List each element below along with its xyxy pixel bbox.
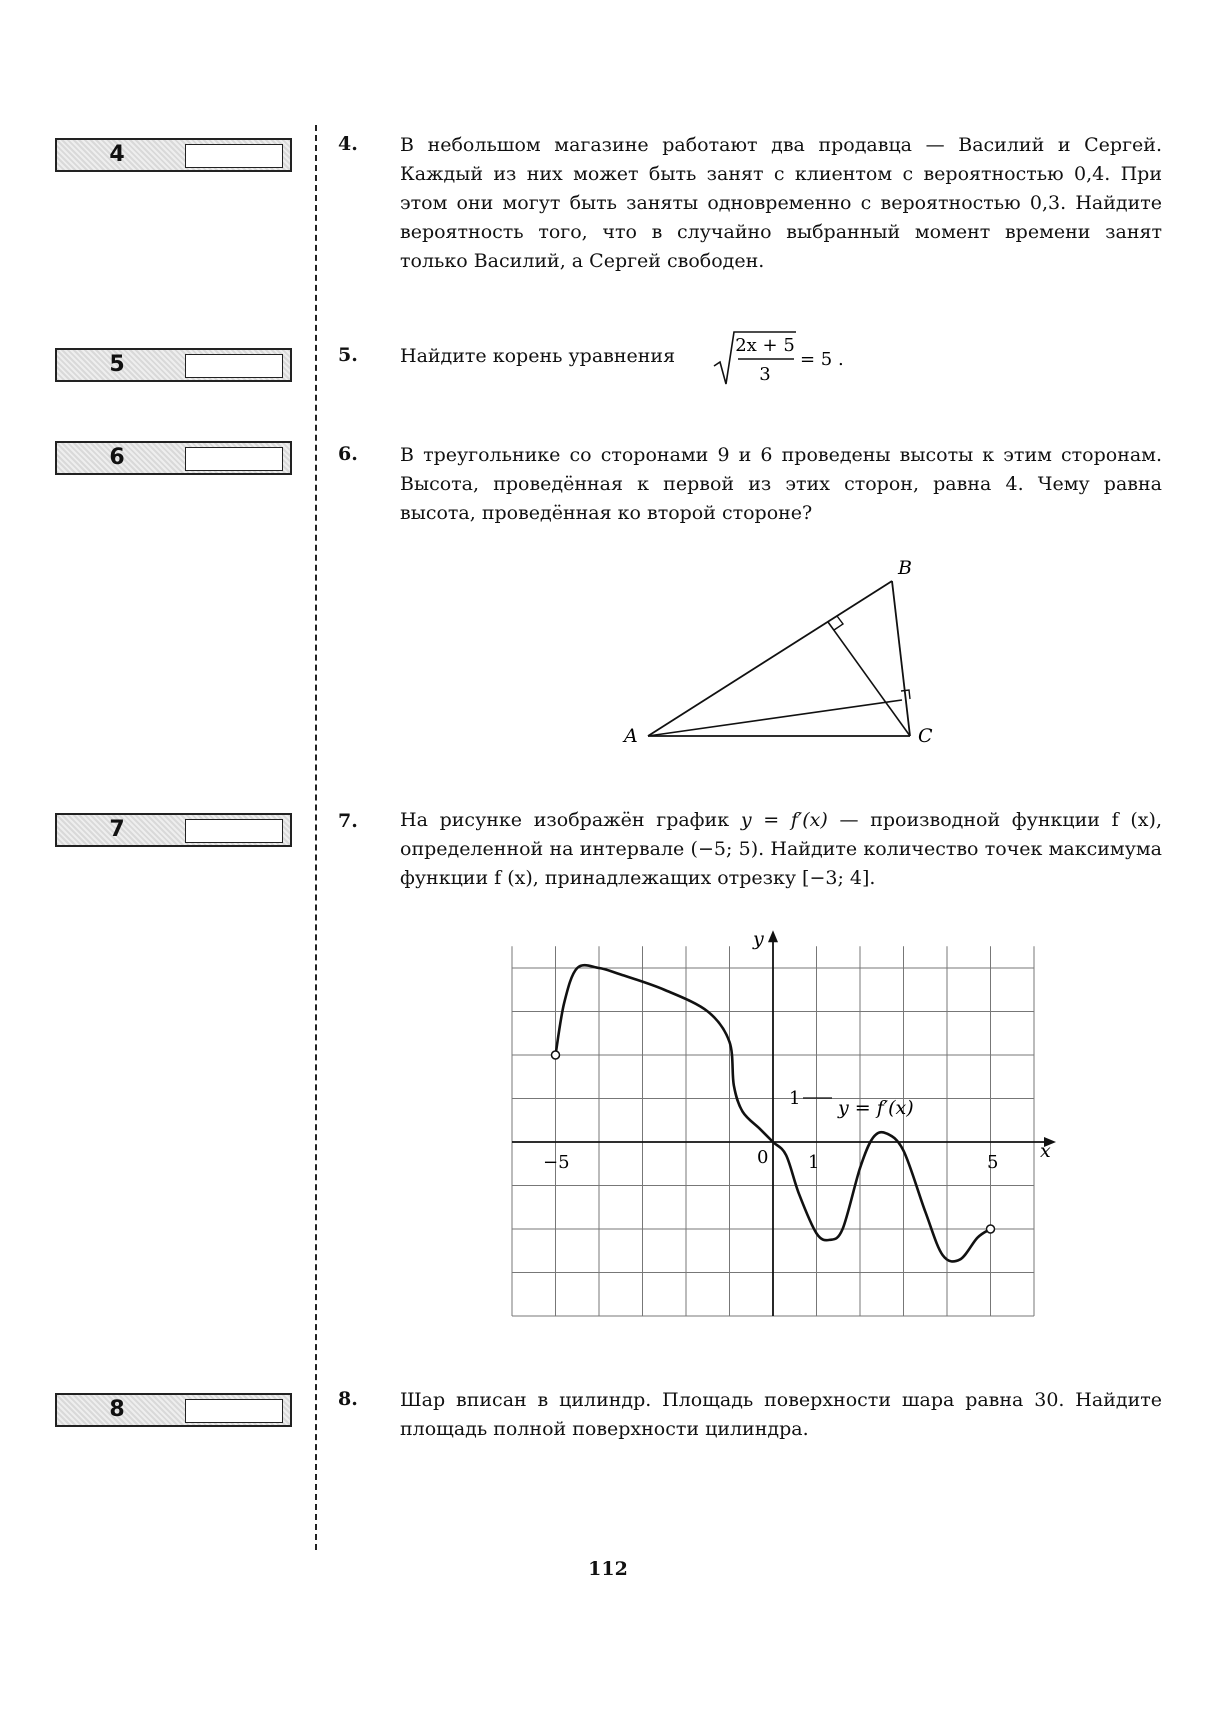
cut-line <box>315 125 317 1550</box>
answer-box-5 <box>55 348 292 382</box>
vertex-label-b: B <box>898 557 912 579</box>
formula-denominator: 3 <box>759 364 771 385</box>
derivative-graph <box>505 930 1065 1330</box>
answer-field[interactable] <box>185 819 283 843</box>
task-7-number: 7. <box>338 810 358 832</box>
task-5-formula <box>710 326 850 388</box>
task-8-body: Шар вписан в цилиндр. Площадь поверхности шара равна 30. Найдите площадь полной поверхности цилиндра. <box>400 1389 1162 1440</box>
task-7-text <box>400 806 1162 893</box>
axis-label-x: x <box>1040 1140 1051 1162</box>
y-axis-arrow <box>768 930 778 942</box>
answer-field[interactable] <box>185 354 283 378</box>
vertex-label-c: C <box>918 725 933 747</box>
formula-rhs: = 5 . <box>800 349 844 370</box>
task-4-number: 4. <box>338 133 358 155</box>
task-4-body: В небольшом магазине работают два продавца — Василий и Сергей. Каждый из них может быть занят с клиентом с вероятностью 0,4. При этом они могут быть заняты одновременно с вероятностью 0,3. Найдите вероятность того, что в случайно выбранный момент времени занят только Василий, а Сергей свободен. <box>400 134 1162 272</box>
task-5-number: 5. <box>338 344 358 366</box>
answer-field[interactable] <box>185 1399 283 1423</box>
tick-label-5: 5 <box>987 1152 999 1173</box>
tick-label-origin: 0 <box>757 1147 769 1168</box>
graph-axes <box>512 930 1056 1316</box>
task-6-number: 6. <box>338 443 358 465</box>
triangle-figure <box>612 552 942 752</box>
answer-box-number: 4 <box>109 142 125 167</box>
vertex-label-a: A <box>624 725 638 747</box>
task-8-number: 8. <box>338 1388 358 1410</box>
tick-label-y-1: 1 <box>789 1088 801 1109</box>
task-6-text <box>400 441 1162 528</box>
task-7-formula: y = f′(x) <box>740 809 828 831</box>
task-7-paragraph <box>400 806 1162 893</box>
answer-box-number: 5 <box>109 352 125 377</box>
answer-field[interactable] <box>185 447 283 471</box>
task-7-text-after: — производной функции f (x), определенной на интервале (−5; 5). Найдите количество точек максимума функции f (x), принадлежащих отрезку [−3; 4]. <box>400 809 1162 889</box>
formula-numerator: 2x + 5 <box>735 335 795 356</box>
answer-box-number: 8 <box>109 1397 125 1422</box>
answer-field[interactable] <box>185 144 283 168</box>
task-8-text <box>400 1386 1162 1444</box>
open-endpoint <box>987 1225 995 1233</box>
tick-label-1: 1 <box>808 1152 820 1173</box>
page-number: 112 <box>588 1558 628 1580</box>
answer-box-number: 6 <box>109 445 125 470</box>
series-label: y = f′(x) <box>838 1097 914 1119</box>
task-4-text <box>400 131 1162 276</box>
answer-box-8 <box>55 1393 292 1427</box>
task-5-body: Найдите корень уравнения <box>400 345 676 367</box>
answer-box-6 <box>55 441 292 475</box>
axis-label-y: y <box>753 930 764 950</box>
tick-label-minus-5: −5 <box>543 1152 570 1173</box>
answer-box-4 <box>55 138 292 172</box>
answer-box-7 <box>55 813 292 847</box>
task-5-text <box>400 342 675 371</box>
task-7-text-before: На рисунке изображён график <box>400 809 730 831</box>
open-endpoint <box>552 1051 560 1059</box>
task-6-body: В треугольнике со сторонами 9 и 6 проведены высоты к этим сторонам. Высота, проведённая к первой из этих сторон, равна 4. Чему равна высота, проведённая ко второй стороне? <box>400 444 1162 524</box>
answer-box-number: 7 <box>109 817 125 842</box>
